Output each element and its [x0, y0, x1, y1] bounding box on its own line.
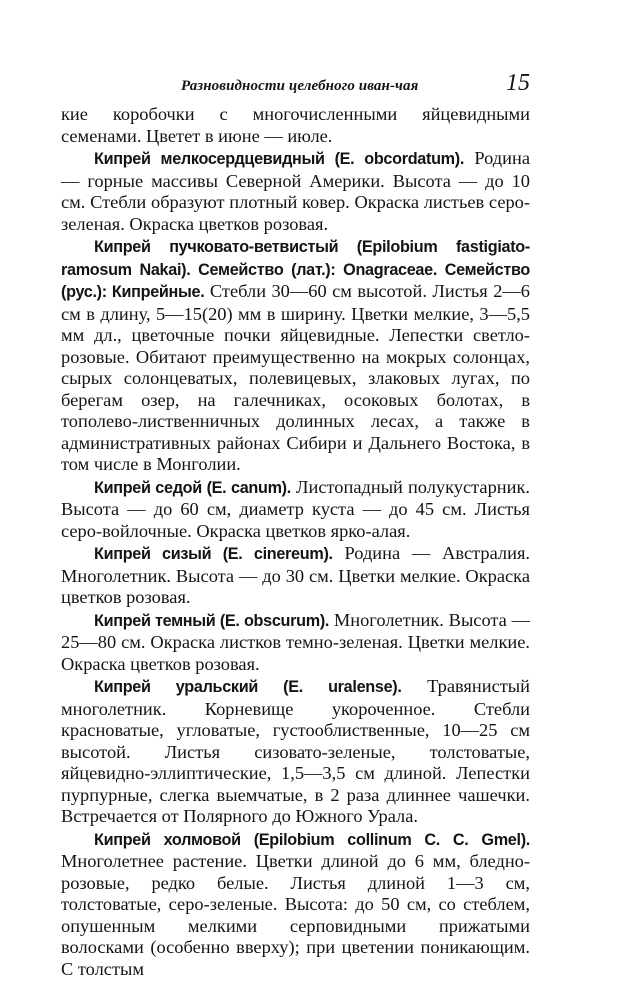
entry-term: Кипрей пучковато-ветвистый (Epilobium fastigiato-ramosum Nakai). Семейство (лат.): Onagraceae. Семейство (рус.): Кипрейные. — [61, 238, 530, 301]
entry-canum — [61, 477, 530, 543]
paragraph-text: кие коробочки с многочисленными яйцевидными семенами. Цветет в июне — июле. — [61, 104, 530, 146]
body-text — [61, 104, 530, 980]
entry-text: Родина — горные массивы Северной Америки. Высота — до 10 см. Стебли образуют плотный ковер. Окраска листьев серо-зеленая. Окраска цветков розовая. — [61, 148, 530, 234]
entry-text: Многолетник. Высота — 25—80 см. Окраска листков темно-зеленая. Цветки мелкие. Окраска цветков розовая. — [61, 609, 530, 674]
entry-term: Кипрей темный (E. obscurum). — [94, 611, 330, 630]
entry-collinum — [61, 829, 530, 981]
entry-term: Кипрей холмовой (Epilobium collinum C. C. Gmel). — [94, 830, 530, 849]
entry-text: Листопадный полукустарник. Высота — до 60 см, диаметр куста — до 45 см. Листья серо-войлочные. Окраска цветков ярко-алая. — [61, 476, 530, 541]
entry-text: Травянистый многолетник. Корневище укороченное. Стебли красноватые, угловатые, густооблиственные, 10—25 см высотой. Листья сизовато-зеленые, толстоватые, яйцевидно-эллиптические, 1,5—3,5 см длиной. Лепестки пурпурные, слегка выемчатые, в 2 раза длиннее чашечки. Встречается от Полярного до Южного Урала. — [61, 676, 530, 826]
entry-term: Кипрей седой (E. canum). — [94, 478, 291, 497]
entry-text: Стебли 30—60 см высотой. Листья 2—6 см в длину, 5—15(20) мм в ширину. Цветки мелкие, 3—5,5 мм дл., цветочные почки яйцевидные. Лепестки светло-розовые. Обитают преимущественно на мокрых солонцах, сырых солонцеватых, полевицевых, злаковых лугах, по берегам озер, на галечниках, осоковых болотах, в тополево-лиственничных долинных лесах, а также в административных районах Сибири и Дальнего Востока, в том числе в Монголии. — [61, 281, 530, 474]
entry-text: Родина — Австралия. Многолетник. Высота — до 30 см. Цветки мелкие. Окраска цветков розовая. — [61, 543, 530, 607]
entry-obcordatum — [61, 148, 530, 235]
page-number: 15 — [506, 70, 530, 96]
entry-obscurum — [61, 610, 530, 676]
entry-uralense — [61, 676, 530, 828]
entry-text: Многолетнее растение. Цветки длиной до 6 мм, бледно-розовые, редко белые. Листья длиной 1—3 см, толстоватые, серо-зеленые. Высота: до 50 см, со стеблем, опушенным мелкими серповидными прижатыми волосками (особенно вверху); при цветении поникающим. С толстым — [61, 851, 530, 979]
running-head — [61, 70, 530, 104]
entry-term: Кипрей уральский (E. uralense). — [94, 678, 402, 696]
entry-cinereum — [61, 543, 530, 609]
paragraph-continuation — [61, 104, 530, 147]
running-title: Разновидности целебного иван-чая — [181, 78, 419, 94]
entry-term: Кипрей мелкосердцевидный (E. obcordatum). — [94, 150, 465, 168]
book-page — [61, 70, 530, 980]
entry-fastigiato-ramosum — [61, 236, 530, 476]
entry-term: Кипрей сизый (E. cinereum). — [94, 545, 333, 563]
